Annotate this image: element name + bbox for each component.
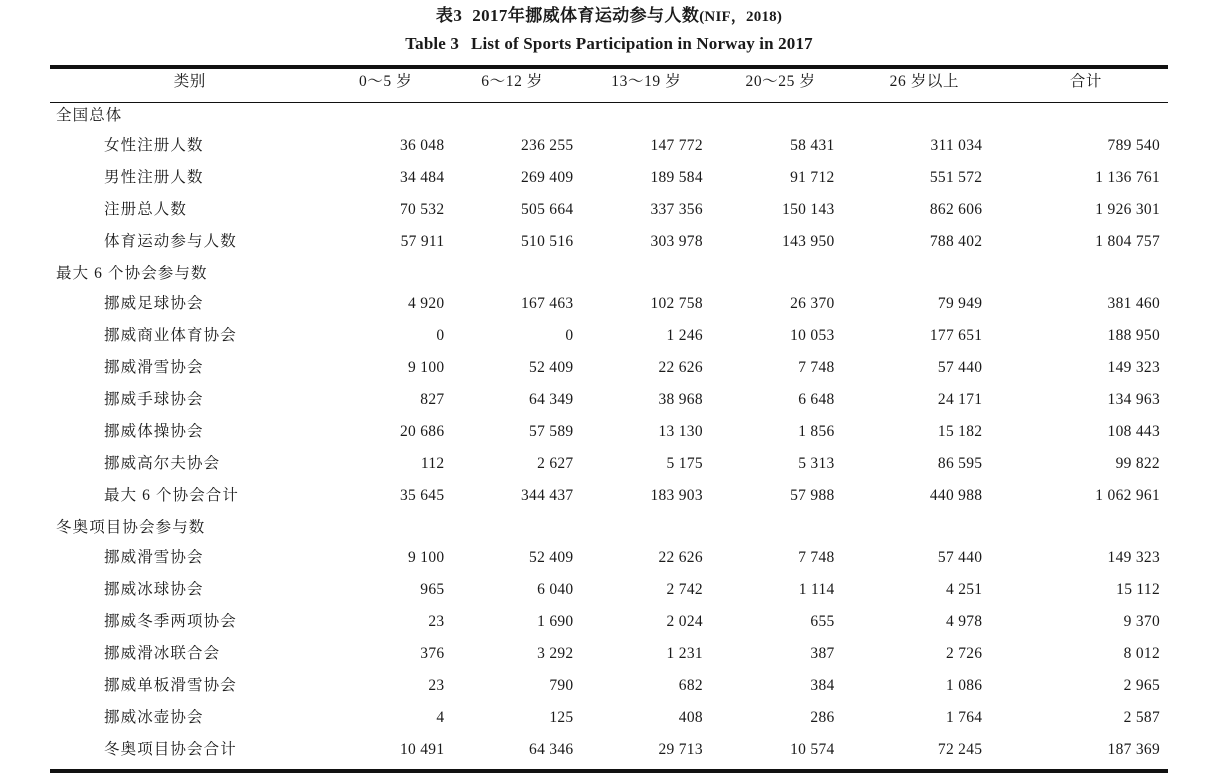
cell-value: 183 903 [650, 487, 703, 504]
row-label: 挪威体操协会 [104, 423, 204, 440]
cell-value: 29 713 [658, 741, 703, 758]
cell-value [1009, 261, 1168, 291]
cell-value: 2 024 [666, 613, 703, 630]
cell-value: 23 [428, 677, 445, 694]
row-label: 冬奥项目协会合计 [104, 741, 237, 758]
table-row [50, 387, 1168, 419]
table-section-row [50, 261, 1168, 291]
row-label: 体育运动参与人数 [104, 233, 237, 250]
cell-value: 35 645 [399, 487, 445, 504]
cell-value: 1 114 [798, 581, 835, 598]
cell-value: 2 726 [945, 645, 983, 662]
cell-value: 64 346 [529, 741, 574, 758]
cell-value: 286 [810, 709, 835, 726]
cell-value [457, 261, 590, 291]
table-section-row [50, 515, 1168, 545]
table-row [50, 705, 1168, 737]
cell-value: 26 370 [790, 295, 835, 312]
cell-value: 505 664 [520, 201, 574, 218]
cell-value: 4 978 [945, 613, 983, 630]
cell-value [590, 103, 723, 133]
table-row [50, 577, 1168, 609]
table-row [50, 197, 1168, 229]
cell-value: 827 [420, 391, 445, 408]
row-label: 注册总人数 [104, 201, 188, 218]
table-row [50, 451, 1168, 483]
cell-value: 99 822 [1115, 455, 1160, 472]
cell-value: 965 [420, 581, 445, 598]
cell-value: 1 926 301 [1095, 201, 1160, 218]
table-container [50, 65, 1168, 773]
table-row [50, 737, 1168, 769]
cell-value: 5 313 [798, 455, 835, 472]
cell-value [855, 261, 1010, 291]
cell-value: 143 950 [782, 233, 835, 250]
cell-value: 1 764 [945, 709, 983, 726]
column-header-total: 合计 [1069, 73, 1103, 90]
cell-value: 23 [428, 613, 445, 630]
row-label: 挪威高尔夫协会 [104, 455, 221, 472]
cell-value: 8 012 [1123, 645, 1160, 662]
cell-value: 1 231 [666, 645, 703, 662]
cell-value: 177 651 [929, 327, 983, 344]
cell-value: 52 409 [529, 549, 574, 566]
cell-value: 52 409 [529, 359, 574, 376]
cell-value: 22 626 [658, 549, 703, 566]
cell-value: 269 409 [520, 169, 574, 186]
table-row [50, 165, 1168, 197]
cell-value: 57 911 [400, 233, 445, 250]
cell-value [855, 515, 1010, 545]
cell-value: 789 540 [1107, 137, 1160, 154]
table-body [50, 103, 1168, 769]
cell-value: 510 516 [520, 233, 574, 250]
cell-value: 2 742 [666, 581, 703, 598]
cell-value: 24 171 [937, 391, 983, 408]
cell-value: 303 978 [650, 233, 703, 250]
table-row [50, 291, 1168, 323]
cell-value: 440 988 [929, 487, 983, 504]
row-label: 挪威单板滑雪协会 [104, 677, 237, 694]
cell-value: 167 463 [520, 295, 574, 312]
cell-value: 125 [549, 709, 574, 726]
cell-value: 149 323 [1107, 549, 1160, 566]
cell-value: 34 484 [399, 169, 445, 186]
cell-value: 70 532 [399, 201, 445, 218]
cell-value: 4 [436, 709, 445, 726]
cell-value: 344 437 [520, 487, 574, 504]
cell-value: 38 968 [658, 391, 703, 408]
cell-value: 4 251 [945, 581, 983, 598]
cell-value: 189 584 [650, 169, 703, 186]
row-label: 挪威滑雪协会 [104, 549, 204, 566]
cell-value: 384 [810, 677, 835, 694]
cell-value: 408 [678, 709, 703, 726]
cell-value: 91 712 [790, 169, 835, 186]
cell-value: 5 175 [666, 455, 703, 472]
cell-value: 1 136 761 [1095, 169, 1160, 186]
section-label: 冬奥项目协会参与数 [56, 519, 206, 536]
cell-value: 13 130 [658, 423, 703, 440]
cell-value: 3 292 [537, 645, 574, 662]
caption-source-citation: (NIF，2018) [699, 9, 783, 25]
cell-value: 7 748 [798, 359, 835, 376]
cell-value: 236 255 [520, 137, 574, 154]
cell-value: 86 595 [937, 455, 983, 472]
caption-english [0, 30, 1218, 58]
table-row [50, 133, 1168, 165]
row-label: 挪威滑雪协会 [104, 359, 204, 376]
table-row [50, 483, 1168, 515]
table-row [50, 419, 1168, 451]
cell-value: 381 460 [1107, 295, 1160, 312]
cell-value: 1 804 757 [1095, 233, 1160, 250]
cell-value: 790 [549, 677, 574, 694]
cell-value: 1 246 [666, 327, 703, 344]
cell-value: 6 040 [537, 581, 574, 598]
section-label: 最大 6 个协会参与数 [56, 265, 208, 282]
column-header-age-20-25: 20～25 岁 [745, 73, 816, 90]
cell-value: 788 402 [929, 233, 983, 250]
cell-value [339, 103, 457, 133]
sports-participation-table-body [50, 103, 1168, 769]
cell-value: 57 589 [529, 423, 574, 440]
cell-value [590, 261, 723, 291]
column-header-age-6-12: 6～12 岁 [481, 73, 543, 90]
cell-value: 0 [565, 327, 574, 344]
cell-value: 376 [420, 645, 445, 662]
caption-chinese-number: 表3 [435, 6, 463, 25]
cell-value: 9 370 [1123, 613, 1160, 630]
column-header-age-0-5: 0～5 岁 [358, 73, 413, 90]
cell-value [457, 515, 590, 545]
cell-value: 682 [678, 677, 703, 694]
cell-value: 1 086 [945, 677, 983, 694]
cell-value: 20 686 [399, 423, 445, 440]
cell-value: 22 626 [658, 359, 703, 376]
row-label: 挪威冰壶协会 [104, 709, 204, 726]
cell-value: 2 587 [1123, 709, 1160, 726]
cell-value: 147 772 [650, 137, 703, 154]
cell-value: 2 627 [537, 455, 574, 472]
cell-value: 64 349 [529, 391, 574, 408]
row-label: 女性注册人数 [104, 137, 204, 154]
cell-value: 187 369 [1107, 741, 1160, 758]
table-section-row [50, 103, 1168, 133]
cell-value [1009, 515, 1168, 545]
row-label: 挪威足球协会 [104, 295, 204, 312]
table-row [50, 609, 1168, 641]
cell-value: 9 100 [408, 359, 445, 376]
cell-value [590, 515, 723, 545]
cell-value: 72 245 [937, 741, 983, 758]
row-label: 挪威商业体育协会 [104, 327, 237, 344]
cell-value: 15 182 [937, 423, 983, 440]
cell-value: 551 572 [929, 169, 983, 186]
table-row [50, 323, 1168, 355]
table-rule-bottom [50, 769, 1168, 773]
cell-value: 58 431 [790, 137, 835, 154]
row-label: 挪威冬季两项协会 [104, 613, 237, 630]
section-label: 全国总体 [56, 107, 123, 124]
cell-value: 862 606 [929, 201, 983, 218]
cell-value: 655 [810, 613, 835, 630]
cell-value: 337 356 [650, 201, 703, 218]
cell-value [457, 103, 590, 133]
caption-english-title: List of Sports Participation in Norway in 2017 [471, 34, 813, 53]
row-label: 挪威滑冰联合会 [104, 645, 221, 662]
caption-chinese [0, 3, 1218, 30]
cell-value: 79 949 [937, 295, 983, 312]
cell-value [1009, 103, 1168, 133]
caption-chinese-title: 2017年挪威体育运动参与人数 [472, 6, 700, 25]
cell-value: 149 323 [1107, 359, 1160, 376]
table-caption [0, 0, 1218, 58]
cell-value: 10 574 [790, 741, 835, 758]
cell-value: 112 [420, 455, 445, 472]
cell-value: 102 758 [650, 295, 703, 312]
table-row [50, 641, 1168, 673]
column-header-age-13-19: 13～19 岁 [611, 73, 682, 90]
cell-value: 1 062 961 [1095, 487, 1160, 504]
column-header-category: 类别 [173, 73, 206, 90]
cell-value: 10 491 [399, 741, 445, 758]
cell-value: 150 143 [782, 201, 835, 218]
cell-value: 1 690 [537, 613, 574, 630]
row-label: 挪威手球协会 [104, 391, 204, 408]
cell-value: 0 [436, 327, 445, 344]
cell-value: 15 112 [1116, 581, 1160, 598]
cell-value: 10 053 [790, 327, 835, 344]
cell-value [339, 261, 457, 291]
cell-value: 57 988 [790, 487, 835, 504]
cell-value [724, 515, 855, 545]
table-header-row [50, 69, 1168, 102]
cell-value [724, 103, 855, 133]
sports-participation-table [50, 69, 1168, 102]
cell-value: 188 950 [1107, 327, 1160, 344]
cell-value: 134 963 [1107, 391, 1160, 408]
table-header [50, 69, 1168, 102]
cell-value: 4 920 [408, 295, 445, 312]
row-label: 最大 6 个协会合计 [104, 487, 240, 504]
table-row [50, 545, 1168, 577]
column-header-age-26-plus: 26 岁以上 [889, 73, 960, 90]
row-label: 男性注册人数 [104, 169, 204, 186]
table-row [50, 673, 1168, 705]
cell-value: 7 748 [798, 549, 835, 566]
row-label: 挪威冰球协会 [104, 581, 204, 598]
table-row [50, 355, 1168, 387]
cell-value: 311 034 [930, 137, 983, 154]
cell-value: 6 648 [798, 391, 835, 408]
caption-english-number: Table 3 [405, 34, 460, 53]
cell-value: 57 440 [937, 359, 983, 376]
cell-value: 2 965 [1123, 677, 1160, 694]
cell-value: 9 100 [408, 549, 445, 566]
cell-value: 1 856 [798, 423, 835, 440]
cell-value: 387 [810, 645, 835, 662]
cell-value [339, 515, 457, 545]
cell-value [724, 261, 855, 291]
table-row [50, 229, 1168, 261]
cell-value: 57 440 [937, 549, 983, 566]
cell-value: 108 443 [1107, 423, 1160, 440]
cell-value [855, 103, 1010, 133]
cell-value: 36 048 [399, 137, 445, 154]
